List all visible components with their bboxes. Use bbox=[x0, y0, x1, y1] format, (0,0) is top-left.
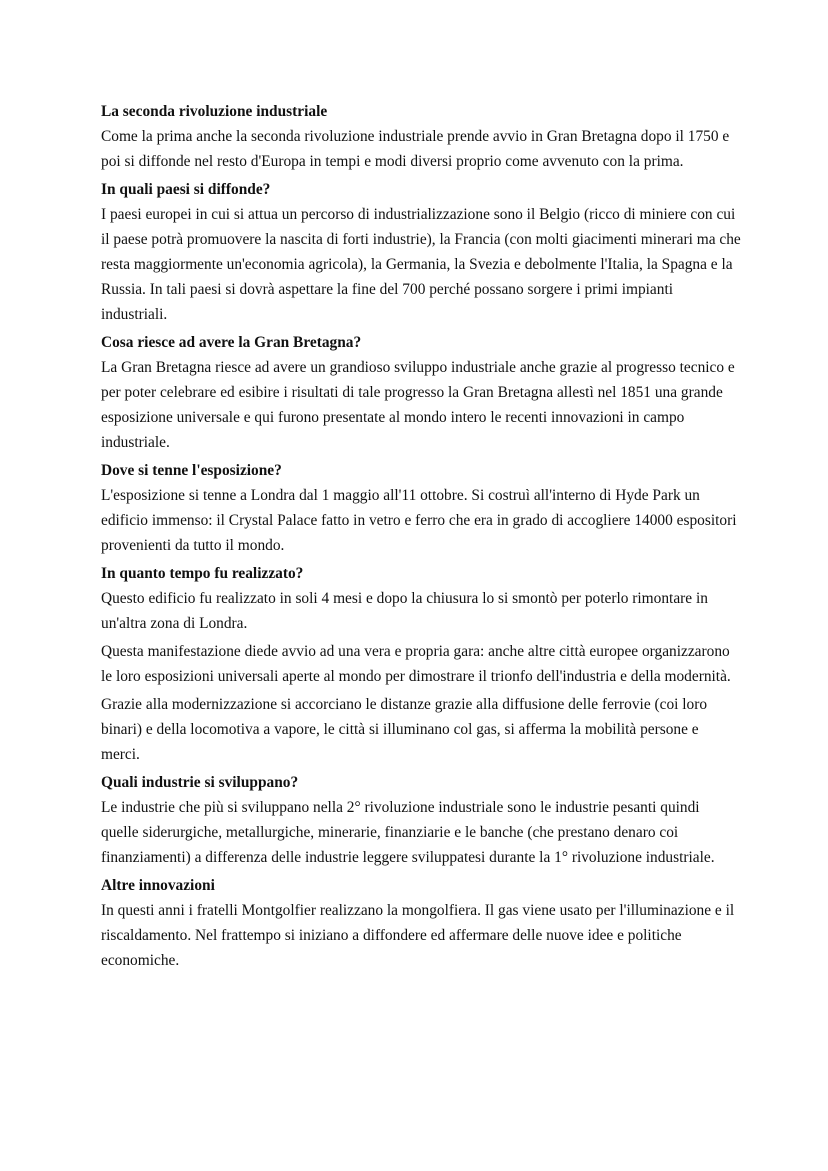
section-paragraph: Questa manifestazione diede avvio ad una vera e propria gara: anche altre città europee organizzarono le loro esposizioni universali aperte al mondo per dimostrare il trionfo dell'industria e della modernità. bbox=[101, 643, 731, 685]
section-heading: In quanto tempo fu realizzato? bbox=[101, 565, 304, 582]
section-industrie bbox=[101, 770, 741, 870]
section-paesi bbox=[101, 177, 741, 327]
section-paragraph: La Gran Bretagna riesce ad avere un grandioso sviluppo industriale anche grazie al progresso tecnico e per poter celebrare ed esibire i risultati di tale progresso la Gran Bretagna allestì nel 1851 una grande esposizione universale e qui furono presentate al mondo intero le recenti innovazioni in campo industriale. bbox=[101, 359, 735, 451]
section-gran-bretagna bbox=[101, 330, 741, 455]
section-heading: Dove si tenne l'esposizione? bbox=[101, 462, 282, 479]
section-esposizione bbox=[101, 458, 741, 558]
section-paragraph: Come la prima anche la seconda rivoluzione industriale prende avvio in Gran Bretagna dopo il 1750 e poi si diffonde nel resto d'Europa in tempi e modi diversi proprio come avvenuto con la prima. bbox=[101, 128, 730, 170]
section-paragraph: Grazie alla modernizzazione si accorciano le distanze grazie alla diffusione delle ferrovie (coi loro binari) e della locomotiva a vapore, le città si illuminano col gas, si afferma la mobilità persone e merci. bbox=[101, 696, 708, 763]
section-paragraph: I paesi europei in cui si attua un percorso di industrializzazione sono il Belgio (ricco di miniere con cui il paese potrà promuovere la nascita di forti industrie), la Francia (con molti giacimenti minerari ma che resta maggiormente un'economia agricola), la Germania, la Svezia e debolmente l'Italia, la Spagna e la Russia. In tali paesi si dovrà aspettare la fine del 700 perché possano sorgere i primi impianti industriali. bbox=[101, 206, 741, 323]
section-tempo bbox=[101, 561, 741, 767]
section-heading: Cosa riesce ad avere la Gran Bretagna? bbox=[101, 334, 362, 351]
section-paragraph: Questo edificio fu realizzato in soli 4 mesi e dopo la chiusura lo si smontò per poterlo rimontare in un'altra zona di Londra. bbox=[101, 590, 708, 632]
section-heading: In quali paesi si diffonde? bbox=[101, 181, 271, 198]
section-heading: La seconda rivoluzione industriale bbox=[101, 103, 328, 120]
section-paragraph: In questi anni i fratelli Montgolfier realizzano la mongolfiera. Il gas viene usato per l'illuminazione e il riscaldamento. Nel frattempo si iniziano a diffondere ed affermare delle nuove idee e politiche economiche. bbox=[101, 902, 735, 969]
section-heading: Altre innovazioni bbox=[101, 877, 215, 894]
section-seconda-rivoluzione bbox=[101, 99, 741, 174]
document-page bbox=[101, 99, 741, 976]
section-paragraph: Le industrie che più si sviluppano nella 2° rivoluzione industriale sono le industrie pesanti quindi quelle siderurgiche, metallurgiche, minerarie, finanziarie e le banche (che prestano denaro coi finanziamenti) a differenza delle industrie leggere sviluppatesi durante la 1° rivoluzione industriale. bbox=[101, 799, 715, 866]
section-innovazioni bbox=[101, 873, 741, 973]
section-heading: Quali industrie si sviluppano? bbox=[101, 774, 299, 791]
section-paragraph: L'esposizione si tenne a Londra dal 1 maggio all'11 ottobre. Si costruì all'interno di Hyde Park un edificio immenso: il Crystal Palace fatto in vetro e ferro che era in grado di accogliere 14000 espositori provenienti da tutto il mondo. bbox=[101, 487, 737, 554]
